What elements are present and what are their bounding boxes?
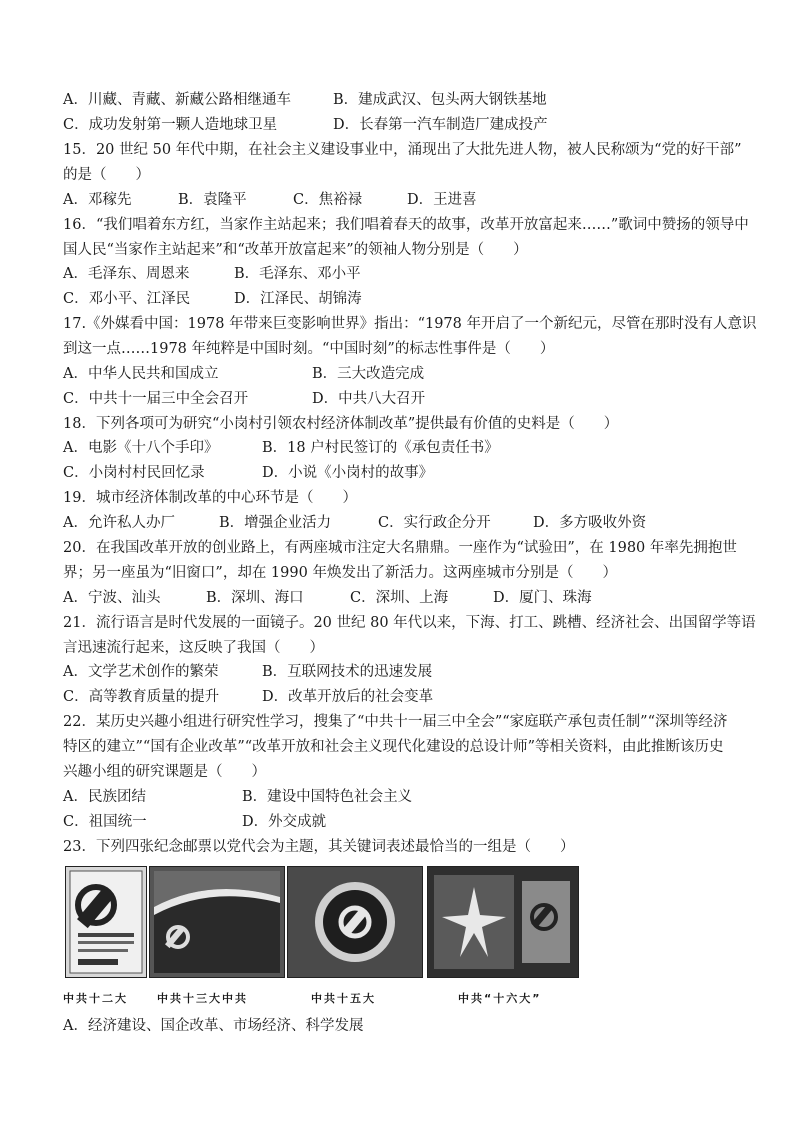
- q18-stem-line-1: 18．下列各项可为研究“小岗村引领农村经济体制改革”提供最有价值的史料是（ ）: [63, 416, 619, 432]
- stamp-caption-2: 中共十三大中共: [157, 992, 248, 1005]
- q19-option-b: B．增强企业活力: [219, 515, 332, 531]
- q22-option-a: A．民族团结: [63, 789, 146, 805]
- q17-option-c: C．中共十一届三中全会召开: [63, 391, 249, 407]
- q22-option-d: D．外交成就: [242, 814, 327, 830]
- q17-stem-line-1: 17.《外媒看中国：1978 年带来巨变影响世界》指出：“1978 年开启了一个新纪元，尽管在那时没有人意识: [63, 316, 757, 332]
- stamp-12th-congress: [65, 866, 147, 978]
- q18-option-c: C．小岗村村民回忆录: [63, 465, 205, 481]
- q22-stem-line-1: 22．某历史兴趣小组进行研究性学习，搜集了“中共十一届三中全会”“家庭联产承包责任制”“深圳等经济: [63, 714, 728, 730]
- q15-option-c: C．焦裕禄: [293, 192, 363, 208]
- q18-option-a: A．电影《十八个手印》: [63, 440, 219, 456]
- stamp-16th-congress: [427, 866, 579, 978]
- q21-stem-line-1: 21．流行语言是时代发展的一面镜子。20 世纪 80 年代以来，下海、打工、跳槽、经济社会、出国留学等语: [63, 615, 756, 631]
- q17-option-a: A．中华人民共和国成立: [63, 366, 219, 382]
- q20-stem-line-2: 界；另一座虽为“旧窗口”，却在 1990 年焕发出了新活力。这两座城市分别是（ ）: [63, 565, 617, 581]
- q16-option-c: C．邓小平、江泽民: [63, 291, 191, 307]
- q18-option-b: B．18 户村民签订的《承包责任书》: [262, 440, 499, 456]
- q16-option-d: D．江泽民、胡锦涛: [234, 291, 362, 307]
- q17-option-b: B．三大改造完成: [312, 366, 425, 382]
- q21-option-d: D．改革开放后的社会变革: [262, 689, 434, 705]
- q21-stem-line-2: 言迅速流行起来，这反映了我国（ ）: [63, 640, 324, 656]
- q22-option-c: C．祖国统一: [63, 814, 147, 830]
- q22-stem-line-3: 兴趣小组的研究课题是（ ）: [63, 764, 266, 780]
- q15-option-b: B．袁隆平: [178, 192, 247, 208]
- q18-option-d: D．小说《小岗村的故事》: [262, 465, 434, 481]
- stamp-caption-4: 中共“十六大”: [458, 992, 542, 1005]
- q15-option-d: D．王进喜: [407, 192, 477, 208]
- stamp-images: [63, 866, 583, 978]
- q14-option-a: A．川藏、青藏、新藏公路相继通车: [63, 92, 291, 108]
- q15-stem-line-2: 的是（ ）: [63, 167, 150, 183]
- q20-option-c: C．深圳、上海: [350, 590, 449, 606]
- q19-option-c: C．实行政企分开: [378, 515, 491, 531]
- q14-option-c: C．成功发射第一颗人造地球卫星: [63, 117, 278, 133]
- q15-stem-line-1: 15．20 世纪 50 年代中期，在社会主义建设事业中，涌现出了大批先进人物，被人民称颂为“党的好干部”: [63, 142, 742, 158]
- q14-option-b: B．建成武汉、包头两大钢铁基地: [333, 92, 547, 108]
- stamp-13th-congress: [149, 866, 285, 978]
- stamp-15th-congress: [287, 866, 423, 978]
- stamp-caption-3: 中共十五大: [311, 992, 376, 1005]
- q17-option-d: D．中共八大召开: [312, 391, 426, 407]
- q16-stem-line-1: 16．“我们唱着东方红，当家作主站起来；我们唱着春天的故事，改革开放富起来……”歌词中赞扬的领导中: [63, 217, 749, 233]
- q19-stem-line-1: 19．城市经济体制改革的中心环节是（ ）: [63, 490, 357, 506]
- q21-option-c: C．高等教育质量的提升: [63, 689, 220, 705]
- q19-option-a: A．允许私人办厂: [63, 515, 175, 531]
- q17-stem-line-2: 到这一点……1978 年纯粹是中国时刻。“中国时刻”的标志性事件是（ ）: [63, 341, 555, 357]
- q22-option-b: B．建设中国特色社会主义: [242, 789, 413, 805]
- q16-option-a: A．毛泽东、周恩来: [63, 266, 190, 282]
- q14-option-d: D．长春第一汽车制造厂建成投产: [333, 117, 548, 133]
- q19-option-d: D．多方吸收外资: [533, 515, 647, 531]
- q20-option-a: A．宁波、汕头: [63, 590, 161, 606]
- q21-option-b: B．互联网技术的迅速发展: [262, 664, 433, 680]
- q22-stem-line-2: 特区的建立”“国有企业改革”“改革开放和社会主义现代化建设的总设计师”等相关资料，由此推断该历史: [63, 739, 724, 755]
- q20-option-d: D．厦门、珠海: [493, 590, 592, 606]
- q20-stem-line-1: 20．在我国改革开放的创业路上，有两座城市注定大名鼎鼎。一座作为“试验田”，在 1980 年率先拥抱世: [63, 540, 737, 556]
- stamp-caption-1: 中共十二大: [63, 992, 128, 1005]
- q21-option-a: A．文学艺术创作的繁荣: [63, 664, 219, 680]
- q23-option-a: A．经济建设、国企改革、市场经济、科学发展: [63, 1018, 364, 1034]
- q20-option-b: B．深圳、海口: [206, 590, 304, 606]
- q16-stem-line-2: 国人民“当家作主站起来”和“改革开放富起来”的领袖人物分别是（ ）: [63, 242, 528, 258]
- q16-option-b: B．毛泽东、邓小平: [234, 266, 361, 282]
- q15-option-a: A．邓稼先: [63, 192, 132, 208]
- q23-stem-line-1: 23．下列四张纪念邮票以党代会为主题，其关键词表述最恰当的一组是（ ）: [63, 839, 575, 855]
